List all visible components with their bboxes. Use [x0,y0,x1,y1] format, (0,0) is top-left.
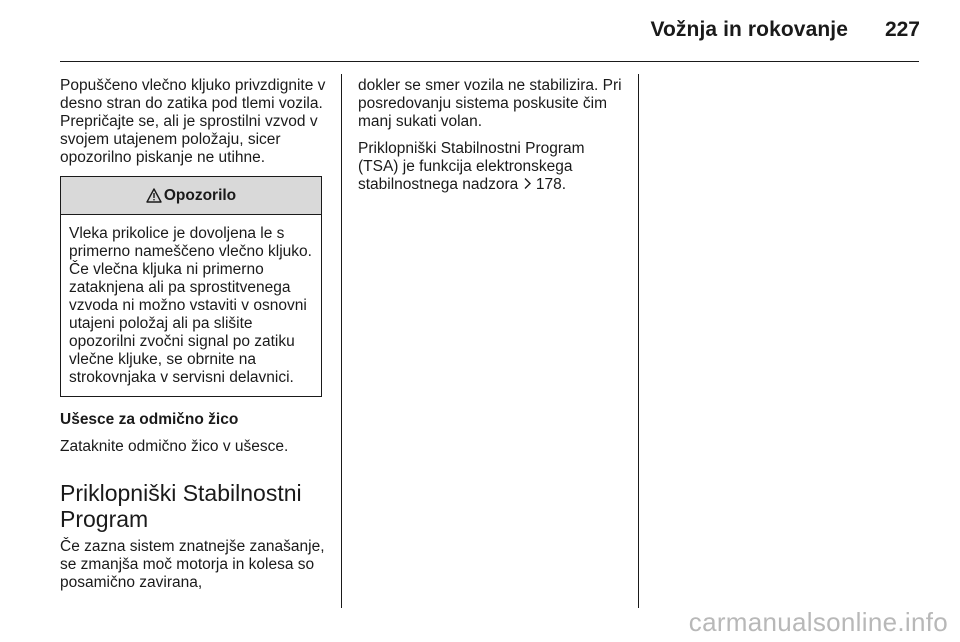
right-column [358,77,628,203]
right-paragraph-1: dokler se smer vozila ne stabilizira. Pri posredovanju sistema poskusite čim manj sukati volan. [358,77,622,130]
warning-header [61,177,321,215]
warning-triangle-icon [146,188,162,203]
intro-paragraph: Popuščeno vlečno kljuko privzdignite v desno stran do zatika pod tlemi vozila. Prepričajte se, ali je sprostilni vzvod v svojem utajenem položaju, sicer opozorilno piskanje ne utihne. [60,77,326,166]
watermark: carmanualsonline.info [688,607,948,637]
right-paragraph-2-text: Priklopniški Stabilnostni Program (TSA) je funkcija elektronskega stabilnostnega nadzora [358,140,585,193]
page-header-title: Vožnja in rokovanje [650,18,848,41]
page-number: 227 [884,18,920,41]
warning-title: Opozorilo [163,186,237,204]
section-title: Priklopniški Stabilnostni Program [60,480,302,532]
section-text: Če zazna sistem znatnejše zanašanje, se zmanjša moč motorja in kolesa so posamično zavirana, [60,538,325,591]
eyelet-heading: Ušesce za odmično žico [60,411,239,428]
header-rule [60,61,919,62]
warning-body: Vleka prikolice je dovoljena le s primerno nameščeno vlečno kljuko. Če vlečna kljuka ni primerno zataknjena ali pa sprostitvenega vzvoda ni možno vstaviti v osnovni utajeni položaj ali pa slišite opozorilni zvočni signal po zatiku vlečne kljuke, se obrnite na strokovnjaka v servisni delavnici. [69,225,312,386]
column-divider-right [638,74,639,608]
left-column [60,77,330,601]
warning-box [60,176,322,397]
eyelet-text: Zataknite odmično žico v ušesce. [60,438,289,455]
page-reference-icon[interactable] [523,177,532,190]
page-reference-link[interactable]: 178. [535,176,567,193]
column-divider-left [341,74,342,608]
right-paragraph-2 [358,140,628,194]
